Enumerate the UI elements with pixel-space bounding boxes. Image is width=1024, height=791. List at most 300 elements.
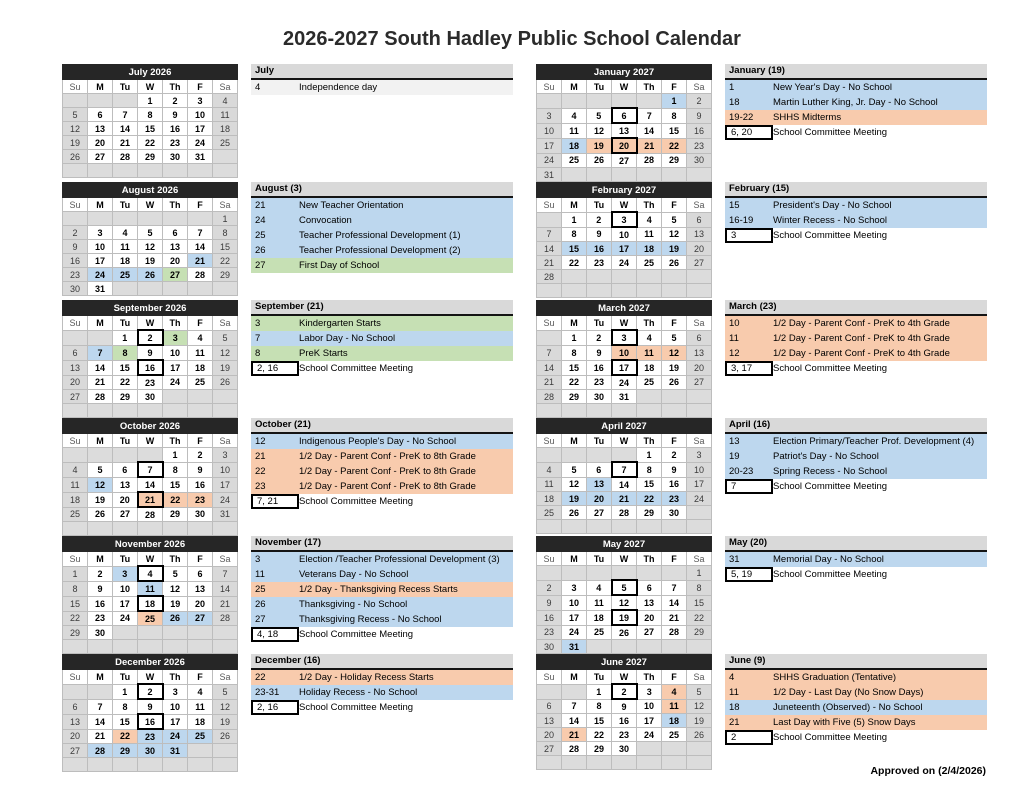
event-list-title: July: [251, 64, 513, 80]
day-cell: 18: [138, 596, 163, 611]
event-row: [251, 612, 513, 627]
dow-label: F: [662, 670, 687, 685]
day-cell: 14: [113, 122, 138, 136]
day-cell: 24: [88, 268, 113, 282]
month-calendar: [536, 654, 712, 770]
day-cell: [687, 756, 712, 770]
week-row: [63, 744, 238, 758]
day-cell: 1: [213, 212, 238, 226]
day-cell: 28: [637, 153, 662, 168]
event-label: School Committee Meeting: [299, 363, 414, 374]
day-cell: [562, 520, 587, 534]
day-cell: 24: [163, 729, 188, 744]
month-header: February 2027: [537, 183, 712, 198]
day-cell: [687, 506, 712, 520]
day-cell: [188, 212, 213, 226]
event-row: [251, 582, 513, 597]
day-cell: 13: [687, 227, 712, 242]
event-label: 1/2 Day - Holiday Recess Starts: [299, 672, 434, 683]
day-cell: 18: [637, 360, 662, 375]
day-cell: [63, 640, 88, 654]
day-cell: 2: [88, 566, 113, 581]
week-row: [537, 520, 712, 534]
month-header: November 2026: [63, 537, 238, 552]
week-row: [63, 596, 238, 611]
day-cell: 14: [537, 242, 562, 256]
day-cell: 3: [188, 94, 213, 108]
week-row: [63, 150, 238, 164]
dow-label: W: [138, 434, 163, 448]
day-cell: 27: [687, 256, 712, 270]
day-cell: [113, 404, 138, 418]
day-cell: [63, 758, 88, 772]
day-cell: 11: [213, 108, 238, 122]
day-cell: 3: [163, 330, 188, 345]
day-cell: 20: [113, 492, 138, 507]
event-label: Veterans Day - No School: [299, 569, 409, 580]
day-cell: [687, 284, 712, 298]
event-label: 1/2 Day - Parent Conf - PreK to 8th Grade: [299, 466, 476, 477]
event-list: [251, 418, 513, 531]
event-date: 21: [255, 200, 266, 211]
week-row: [537, 404, 712, 418]
day-cell: 4: [587, 580, 612, 595]
week-row: [537, 390, 712, 404]
day-cell: 8: [113, 699, 138, 714]
day-cell: 16: [537, 610, 562, 625]
day-cell: [213, 150, 238, 164]
day-cell: 10: [687, 462, 712, 477]
event-row: [725, 331, 987, 346]
day-of-week-row: [63, 198, 238, 212]
day-cell: [88, 640, 113, 654]
dow-label: M: [88, 198, 113, 212]
day-cell: 1: [687, 566, 712, 581]
day-cell: 23: [687, 138, 712, 153]
day-cell: 29: [637, 506, 662, 520]
day-cell: 2: [612, 684, 637, 699]
day-cell: 3: [537, 108, 562, 123]
day-cell: 30: [687, 153, 712, 168]
week-row: [63, 477, 238, 492]
day-cell: 13: [687, 345, 712, 360]
dow-label: Th: [637, 316, 662, 331]
day-cell: 6: [687, 330, 712, 345]
event-row: [725, 346, 987, 361]
week-row: [63, 108, 238, 122]
day-cell: 30: [587, 390, 612, 404]
week-row: [63, 268, 238, 282]
day-cell: 18: [213, 122, 238, 136]
event-row: [251, 331, 513, 346]
event-list-title: December (16): [251, 654, 513, 670]
event-list: [725, 654, 987, 767]
day-cell: 19: [213, 714, 238, 729]
day-cell: 19: [587, 138, 612, 153]
day-cell: 17: [163, 360, 188, 375]
event-label: School Committee Meeting: [773, 732, 888, 743]
event-date: 10: [729, 318, 740, 329]
day-cell: 21: [537, 256, 562, 270]
week-row: [537, 625, 712, 640]
month-header: May 2027: [537, 537, 712, 552]
day-cell: 10: [537, 123, 562, 138]
day-cell: 7: [562, 699, 587, 714]
day-cell: [88, 212, 113, 226]
day-cell: [113, 94, 138, 108]
event-date: 25: [255, 584, 266, 595]
day-cell: 28: [662, 625, 687, 640]
day-cell: 14: [213, 581, 238, 596]
week-row: [63, 611, 238, 626]
day-cell: 15: [637, 477, 662, 492]
event-row: [251, 198, 513, 213]
day-cell: 10: [637, 699, 662, 714]
dow-label: M: [88, 316, 113, 331]
day-cell: 20: [163, 254, 188, 268]
dow-label: M: [562, 80, 587, 94]
day-cell: 18: [587, 610, 612, 625]
day-cell: 25: [213, 136, 238, 150]
event-row: [251, 552, 513, 567]
event-row: [725, 361, 987, 376]
event-label: Independence day: [299, 82, 378, 93]
day-cell: 15: [562, 242, 587, 256]
day-cell: 26: [587, 153, 612, 168]
event-date: 21: [729, 717, 740, 728]
day-cell: 27: [612, 153, 637, 168]
approval-note: Approved on (2/4/2026): [870, 765, 986, 777]
event-date: 12: [255, 436, 266, 447]
day-cell: 13: [188, 581, 213, 596]
week-row: [537, 699, 712, 714]
day-cell: [63, 404, 88, 418]
day-cell: 8: [63, 581, 88, 596]
day-cell: 10: [113, 581, 138, 596]
event-date: 19-22: [729, 112, 754, 123]
week-row: [537, 212, 712, 227]
day-of-week-row: [537, 316, 712, 331]
day-cell: [88, 330, 113, 345]
event-label: SHHS Graduation (Tentative): [773, 672, 897, 683]
week-row: [537, 108, 712, 123]
day-cell: 20: [587, 492, 612, 506]
event-label: New Year's Day - No School: [773, 82, 893, 93]
week-row: [537, 153, 712, 168]
day-cell: 22: [163, 492, 188, 507]
day-cell: 17: [612, 242, 637, 256]
day-cell: [188, 390, 213, 404]
day-cell: [88, 758, 113, 772]
month-header: June 2027: [537, 655, 712, 670]
day-cell: 4: [113, 226, 138, 240]
event-date: 7: [725, 479, 773, 494]
week-row: [537, 595, 712, 610]
event-list-title: March (23): [725, 300, 987, 316]
day-cell: [63, 448, 88, 463]
week-row: [63, 640, 238, 654]
day-cell: 18: [537, 492, 562, 506]
event-row: [251, 258, 513, 273]
event-row: [725, 449, 987, 464]
day-cell: 29: [63, 626, 88, 640]
dow-label: W: [138, 316, 163, 331]
day-cell: 30: [88, 626, 113, 640]
day-cell: 3: [612, 212, 637, 227]
week-row: [63, 390, 238, 404]
month-calendar: [62, 64, 238, 178]
day-cell: 10: [213, 462, 238, 477]
day-cell: 19: [213, 360, 238, 375]
day-cell: 15: [562, 360, 587, 375]
day-cell: [213, 522, 238, 536]
day-cell: 22: [562, 375, 587, 390]
event-date: 22: [255, 466, 266, 477]
day-cell: 23: [188, 492, 213, 507]
day-cell: [188, 404, 213, 418]
day-cell: 13: [587, 477, 612, 492]
event-row: [725, 700, 987, 715]
day-cell: [138, 626, 163, 640]
day-cell: 13: [637, 595, 662, 610]
day-cell: 14: [537, 360, 562, 375]
dow-label: Sa: [687, 670, 712, 685]
day-cell: 27: [63, 390, 88, 404]
event-row: [725, 464, 987, 479]
week-row: [63, 507, 238, 522]
day-cell: 11: [637, 227, 662, 242]
month-block: [536, 64, 987, 180]
day-cell: 7: [188, 226, 213, 240]
day-cell: 29: [213, 268, 238, 282]
event-row: [725, 730, 987, 745]
event-date: 11: [255, 569, 265, 580]
day-cell: 28: [562, 742, 587, 756]
day-cell: 6: [63, 345, 88, 360]
event-label: Thanksgiving - No School: [299, 599, 408, 610]
week-row: [63, 360, 238, 375]
day-cell: 4: [188, 684, 213, 699]
day-cell: 5: [562, 462, 587, 477]
day-cell: 19: [687, 714, 712, 728]
day-cell: 27: [637, 625, 662, 640]
day-cell: 24: [612, 375, 637, 390]
day-cell: [662, 404, 687, 418]
day-cell: [587, 168, 612, 182]
event-date: 16-19: [729, 215, 754, 226]
week-row: [63, 492, 238, 507]
day-cell: [188, 164, 213, 178]
day-cell: [163, 212, 188, 226]
month-calendar: [536, 418, 712, 534]
day-cell: 1: [113, 330, 138, 345]
day-of-week-row: [537, 434, 712, 448]
event-list: [725, 418, 987, 531]
day-cell: 22: [113, 729, 138, 744]
event-label: School Committee Meeting: [299, 629, 414, 640]
day-cell: [562, 756, 587, 770]
day-cell: [213, 404, 238, 418]
day-cell: 4: [138, 566, 163, 581]
month-calendar: [62, 418, 238, 536]
day-cell: 18: [637, 242, 662, 256]
day-cell: 25: [662, 728, 687, 742]
day-cell: 7: [88, 699, 113, 714]
event-list: [251, 536, 513, 649]
dow-label: Su: [537, 316, 562, 331]
day-cell: 11: [138, 581, 163, 596]
event-row: [251, 479, 513, 494]
day-cell: 30: [188, 507, 213, 522]
day-cell: 21: [138, 492, 163, 507]
day-cell: 29: [687, 625, 712, 640]
day-cell: 29: [138, 150, 163, 164]
day-cell: [163, 164, 188, 178]
day-cell: 13: [88, 122, 113, 136]
day-cell: [188, 758, 213, 772]
day-cell: 9: [138, 345, 163, 360]
day-cell: 10: [562, 595, 587, 610]
event-list-title: January (19): [725, 64, 987, 80]
event-label: School Committee Meeting: [773, 127, 888, 138]
week-row: [63, 581, 238, 596]
day-cell: 1: [587, 684, 612, 699]
event-label: School Committee Meeting: [299, 496, 414, 507]
event-date: 11: [729, 687, 739, 698]
day-cell: 3: [637, 684, 662, 699]
event-label: 1/2 Day - Parent Conf - PreK to 4th Grade: [773, 348, 950, 359]
event-row: [251, 228, 513, 243]
event-row: [725, 567, 987, 582]
day-cell: 21: [562, 728, 587, 742]
day-cell: [113, 640, 138, 654]
day-cell: 6: [637, 580, 662, 595]
dow-label: Tu: [587, 316, 612, 331]
day-cell: 5: [163, 566, 188, 581]
week-row: [537, 684, 712, 699]
event-label: Election Primary/Teacher Prof. Development (4): [773, 436, 975, 447]
day-cell: 24: [612, 256, 637, 270]
day-of-week-row: [537, 198, 712, 213]
dow-label: W: [612, 198, 637, 213]
day-cell: [637, 520, 662, 534]
week-row: [63, 729, 238, 744]
day-cell: 29: [587, 742, 612, 756]
day-cell: 14: [562, 714, 587, 728]
day-cell: 14: [188, 240, 213, 254]
dow-label: Th: [163, 198, 188, 212]
day-cell: [562, 284, 587, 298]
event-label: Labor Day - No School: [299, 333, 396, 344]
day-cell: 2: [587, 330, 612, 345]
day-cell: [612, 168, 637, 182]
day-cell: 14: [88, 360, 113, 375]
day-cell: 22: [138, 136, 163, 150]
day-cell: 16: [587, 242, 612, 256]
dow-label: Th: [637, 198, 662, 213]
day-cell: [213, 758, 238, 772]
month-calendar: [536, 536, 712, 654]
day-cell: 16: [63, 254, 88, 268]
day-cell: 24: [188, 136, 213, 150]
day-cell: [612, 756, 637, 770]
event-row: [725, 552, 987, 567]
day-cell: [562, 270, 587, 284]
event-date: 4: [729, 672, 735, 683]
day-cell: [637, 284, 662, 298]
dow-label: Tu: [113, 198, 138, 212]
day-cell: 4: [562, 108, 587, 123]
day-cell: 7: [113, 108, 138, 122]
day-cell: 11: [637, 345, 662, 360]
dow-label: Tu: [587, 198, 612, 213]
day-cell: [63, 684, 88, 699]
day-cell: 4: [637, 330, 662, 345]
event-row: [725, 213, 987, 228]
event-label: School Committee Meeting: [773, 569, 888, 580]
day-cell: 23: [662, 492, 687, 506]
day-cell: 9: [188, 462, 213, 477]
month-block: [62, 300, 513, 413]
day-cell: [63, 330, 88, 345]
event-list-title: June (9): [725, 654, 987, 670]
event-row: [251, 464, 513, 479]
day-cell: [188, 640, 213, 654]
month-block: [536, 654, 987, 767]
event-label: 1/2 Day - Parent Conf - PreK to 8th Grade: [299, 451, 476, 462]
day-cell: 5: [138, 226, 163, 240]
event-date: 22: [255, 672, 266, 683]
day-cell: [163, 404, 188, 418]
day-cell: 7: [213, 566, 238, 581]
day-cell: 27: [188, 611, 213, 626]
day-cell: 12: [88, 477, 113, 492]
day-cell: [537, 212, 562, 227]
day-cell: [63, 94, 88, 108]
day-of-week-row: [63, 80, 238, 94]
day-cell: 14: [88, 714, 113, 729]
event-label: Holiday Recess - No School: [299, 687, 418, 698]
event-date: 4: [255, 82, 261, 93]
week-row: [63, 345, 238, 360]
day-cell: 6: [113, 462, 138, 477]
day-cell: 8: [587, 699, 612, 714]
event-row: [725, 228, 987, 243]
dow-label: M: [562, 434, 587, 448]
month-calendar: [536, 64, 712, 182]
day-cell: 12: [138, 240, 163, 254]
day-cell: [213, 164, 238, 178]
day-cell: 21: [612, 492, 637, 506]
event-date: 5, 19: [725, 567, 773, 582]
day-cell: 16: [163, 122, 188, 136]
event-label: Thanksgiving Recess - No School: [299, 614, 442, 625]
day-cell: [687, 390, 712, 404]
event-label: 1/2 Day - Last Day (No Snow Days): [773, 687, 924, 698]
day-cell: [113, 758, 138, 772]
day-cell: [587, 566, 612, 581]
day-cell: [88, 404, 113, 418]
day-cell: 6: [88, 108, 113, 122]
day-cell: 2: [537, 580, 562, 595]
event-list: [251, 64, 513, 177]
dow-label: Su: [63, 80, 88, 94]
day-cell: 17: [612, 360, 637, 375]
day-cell: 12: [63, 122, 88, 136]
week-row: [537, 448, 712, 463]
day-cell: 27: [88, 150, 113, 164]
day-cell: 18: [188, 714, 213, 729]
